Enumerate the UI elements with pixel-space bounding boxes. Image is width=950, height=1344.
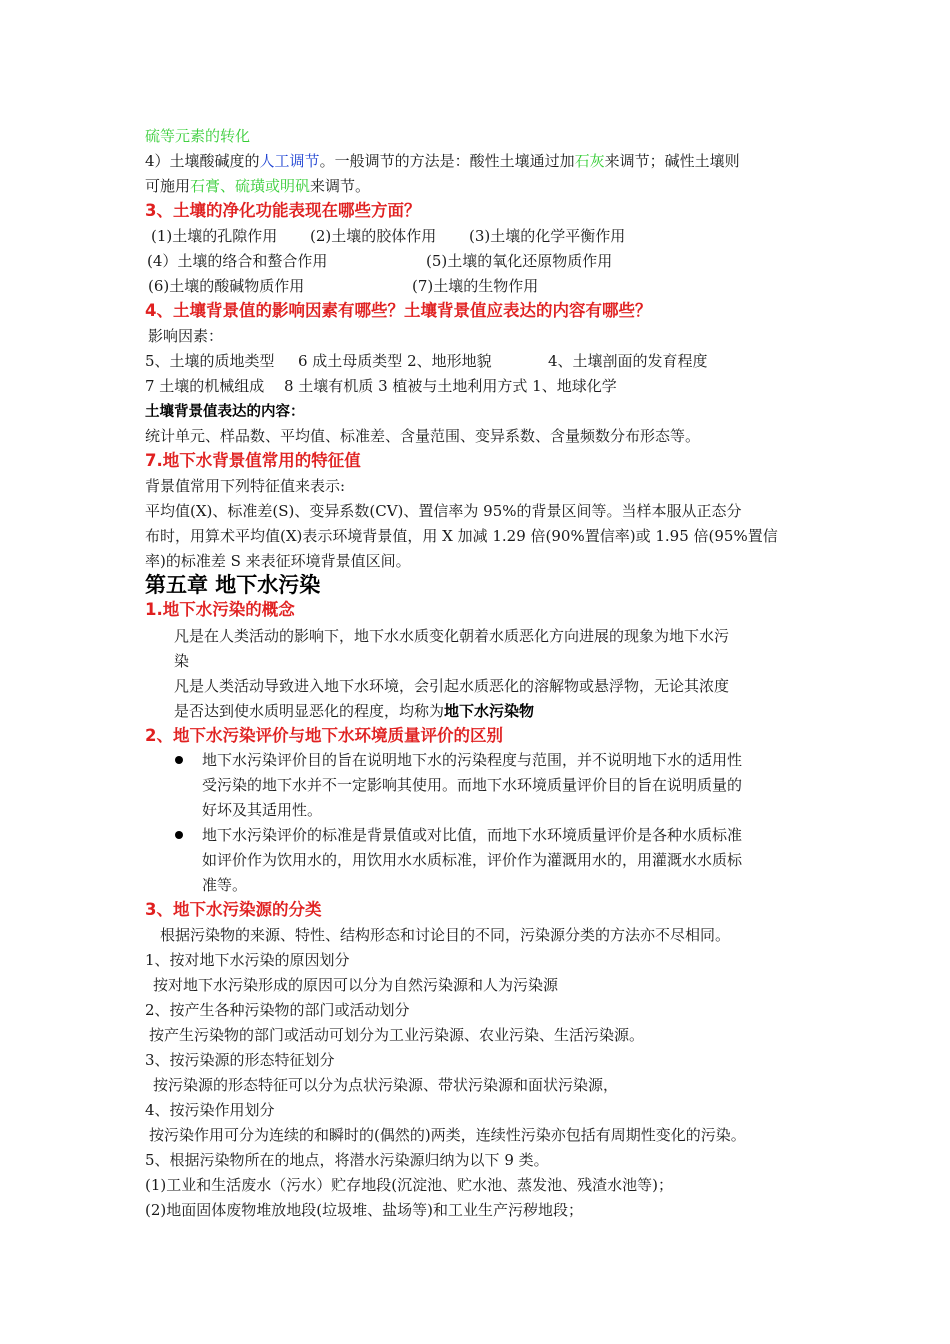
highlight-green: 石灰 xyxy=(574,152,605,170)
list-item: (5)土壤的氧化还原物质作用 xyxy=(426,252,613,270)
list-item: (4）土壤的络合和螯合作用 xyxy=(147,252,328,270)
bullet-icon xyxy=(175,756,183,764)
text-line: 好坏及其适用性。 xyxy=(202,801,323,819)
text-line: 平均值(X)、标准差(S)、变异系数(CV)、置信率为 95%的背景区间等。当样本服从正态分 xyxy=(145,502,742,520)
text-span: 可施用 xyxy=(145,177,191,195)
heading-q4: 4、土壤背景值的影响因素有哪些？土壤背景值应表达的内容有哪些？ xyxy=(145,301,652,320)
text-line: 按污染源的形态特征可以分为点状污染源、带状污染源和面状污染源， xyxy=(153,1076,619,1094)
text-line: 4、土壤剖面的发育程度 xyxy=(548,352,708,370)
heading-section-3: 3、地下水污染源的分类 xyxy=(145,900,322,919)
text-line: 7 土壤的机械组成 xyxy=(145,377,265,395)
subheading: 土壤背景值表达的内容： xyxy=(145,404,305,420)
text-line: 凡是在人类活动的影响下，地下水水质变化朝着水质恶化方向进展的现象为地下水污 xyxy=(174,627,730,645)
text-line xyxy=(174,699,534,723)
list-item: (1)土壤的孔隙作用 xyxy=(151,227,278,245)
heading-section-2: 2、地下水污染评价与地下水环境质量评价的区别 xyxy=(145,726,503,745)
text-line: 统计单元、样品数、平均值、标准差、含量范围、变异系数、含量频数分布形态等。 xyxy=(145,427,701,445)
text-line: 5、土壤的质地类型 xyxy=(145,352,275,370)
text-line: 凡是人类活动导致进入地下水环境，会引起水质恶化的溶解物或悬浮物，无论其浓度 xyxy=(174,677,730,695)
text-line: 布时，用算术平均值(X)表示环境背景值，用 X 加减 1.29 倍(90%置信率)或 1.95 倍(95%置信 xyxy=(145,527,778,545)
text-line: 染 xyxy=(174,652,190,670)
text-span: 。一般调节的方法是：酸性土壤通过加 xyxy=(319,152,575,170)
text-line: 5、根据污染物所在的地点，将潜水污染源归纳为以下 9 类。 xyxy=(145,1151,549,1169)
list-item: (6)土壤的酸碱物质作用 xyxy=(148,277,305,295)
list-item: (3)土壤的化学平衡作用 xyxy=(469,227,626,245)
paragraph-ph-adjustment xyxy=(145,149,740,173)
chapter-title: 第五章 地下水污染 xyxy=(145,573,321,597)
heading-q3: 3、土壤的净化功能表现在哪些方面？ xyxy=(145,201,421,220)
text-line: 6 成土母质类型 2、地形地貌 xyxy=(298,352,492,370)
highlight-blue: 人工调节 xyxy=(259,152,320,170)
text-line: 4、按污染作用划分 xyxy=(145,1101,275,1119)
text-line: 按产生污染物的部门或活动可划分为工业污染源、农业污染、生活污染源。 xyxy=(149,1026,645,1044)
bullet-icon xyxy=(175,831,183,839)
text-line: 背景值常用下列特征值来表示: xyxy=(145,477,346,495)
list-item: (2)土壤的胶体作用 xyxy=(310,227,437,245)
text-span: 来调节；碱性土壤则 xyxy=(604,152,740,170)
text-span: 是否达到使水质明显恶化的程度，均称为 xyxy=(174,702,445,720)
text-line: (1)工业和生活废水（污水）贮存地段(沉淀池、贮水池、蒸发池、残渣水池等)； xyxy=(145,1176,673,1194)
heading-section-1: 1.地下水污染的概念 xyxy=(145,600,295,619)
text-line: 影响因素： xyxy=(148,327,224,345)
text-line: 按污染作用可分为连续的和瞬时的(偶然的)两类，连续性污染亦包括有周期性变化的污染。 xyxy=(149,1126,746,1144)
text-line: 3、按污染源的形态特征划分 xyxy=(145,1051,335,1069)
text-line: 地下水污染评价的标准是背景值或对比值，而地下水环境质量评价是各种水质标准 xyxy=(202,826,743,844)
text-line: 8 土壤有机质 3 植被与土地利用方式 1、地球化学 xyxy=(284,377,617,395)
text-line: 地下水污染评价目的旨在说明地下水的污染程度与范围，并不说明地下水的适用性 xyxy=(202,751,743,769)
bold-term: 地下水污染物 xyxy=(444,702,535,720)
text-line: 2、按产生各种污染物的部门或活动划分 xyxy=(145,1001,410,1019)
text-line: (2)地面固体废物堆放地段(垃圾堆、盐场等)和工业生产污秽地段； xyxy=(145,1201,583,1219)
text-line: 硫等元素的转化 xyxy=(145,127,251,145)
text-line: 1、按对地下水污染的原因划分 xyxy=(145,951,350,969)
text-line: 准等。 xyxy=(202,876,248,894)
highlight-green: 石膏、硫璜或明矾 xyxy=(190,177,311,195)
paragraph-ph-adjustment-cont xyxy=(145,174,370,198)
text-line: 按对地下水污染形成的原因可以分为自然污染源和人为污染源 xyxy=(153,976,559,994)
heading-q7: 7.地下水背景值常用的特征值 xyxy=(145,451,361,470)
text-line: 如评价作为饮用水的，用饮用水水质标准，评价作为灌溉用水的，用灌溉水水质标 xyxy=(202,851,743,869)
text-span: 4）土壤酸碱度的 xyxy=(145,152,260,170)
text-span: 来调节。 xyxy=(310,177,371,195)
text-line: 根据污染物的来源、特性、结构形态和讨论目的不同，污染源分类的方法亦不尽相同。 xyxy=(160,926,731,944)
text-line: 受污染的地下水并不一定影响其使用。而地下水环境质量评价目的旨在说明质量的 xyxy=(202,776,743,794)
list-item: (7)土壤的生物作用 xyxy=(412,277,539,295)
text-line: 率)的标准差 S 来表征环境背景值区间。 xyxy=(145,552,411,570)
